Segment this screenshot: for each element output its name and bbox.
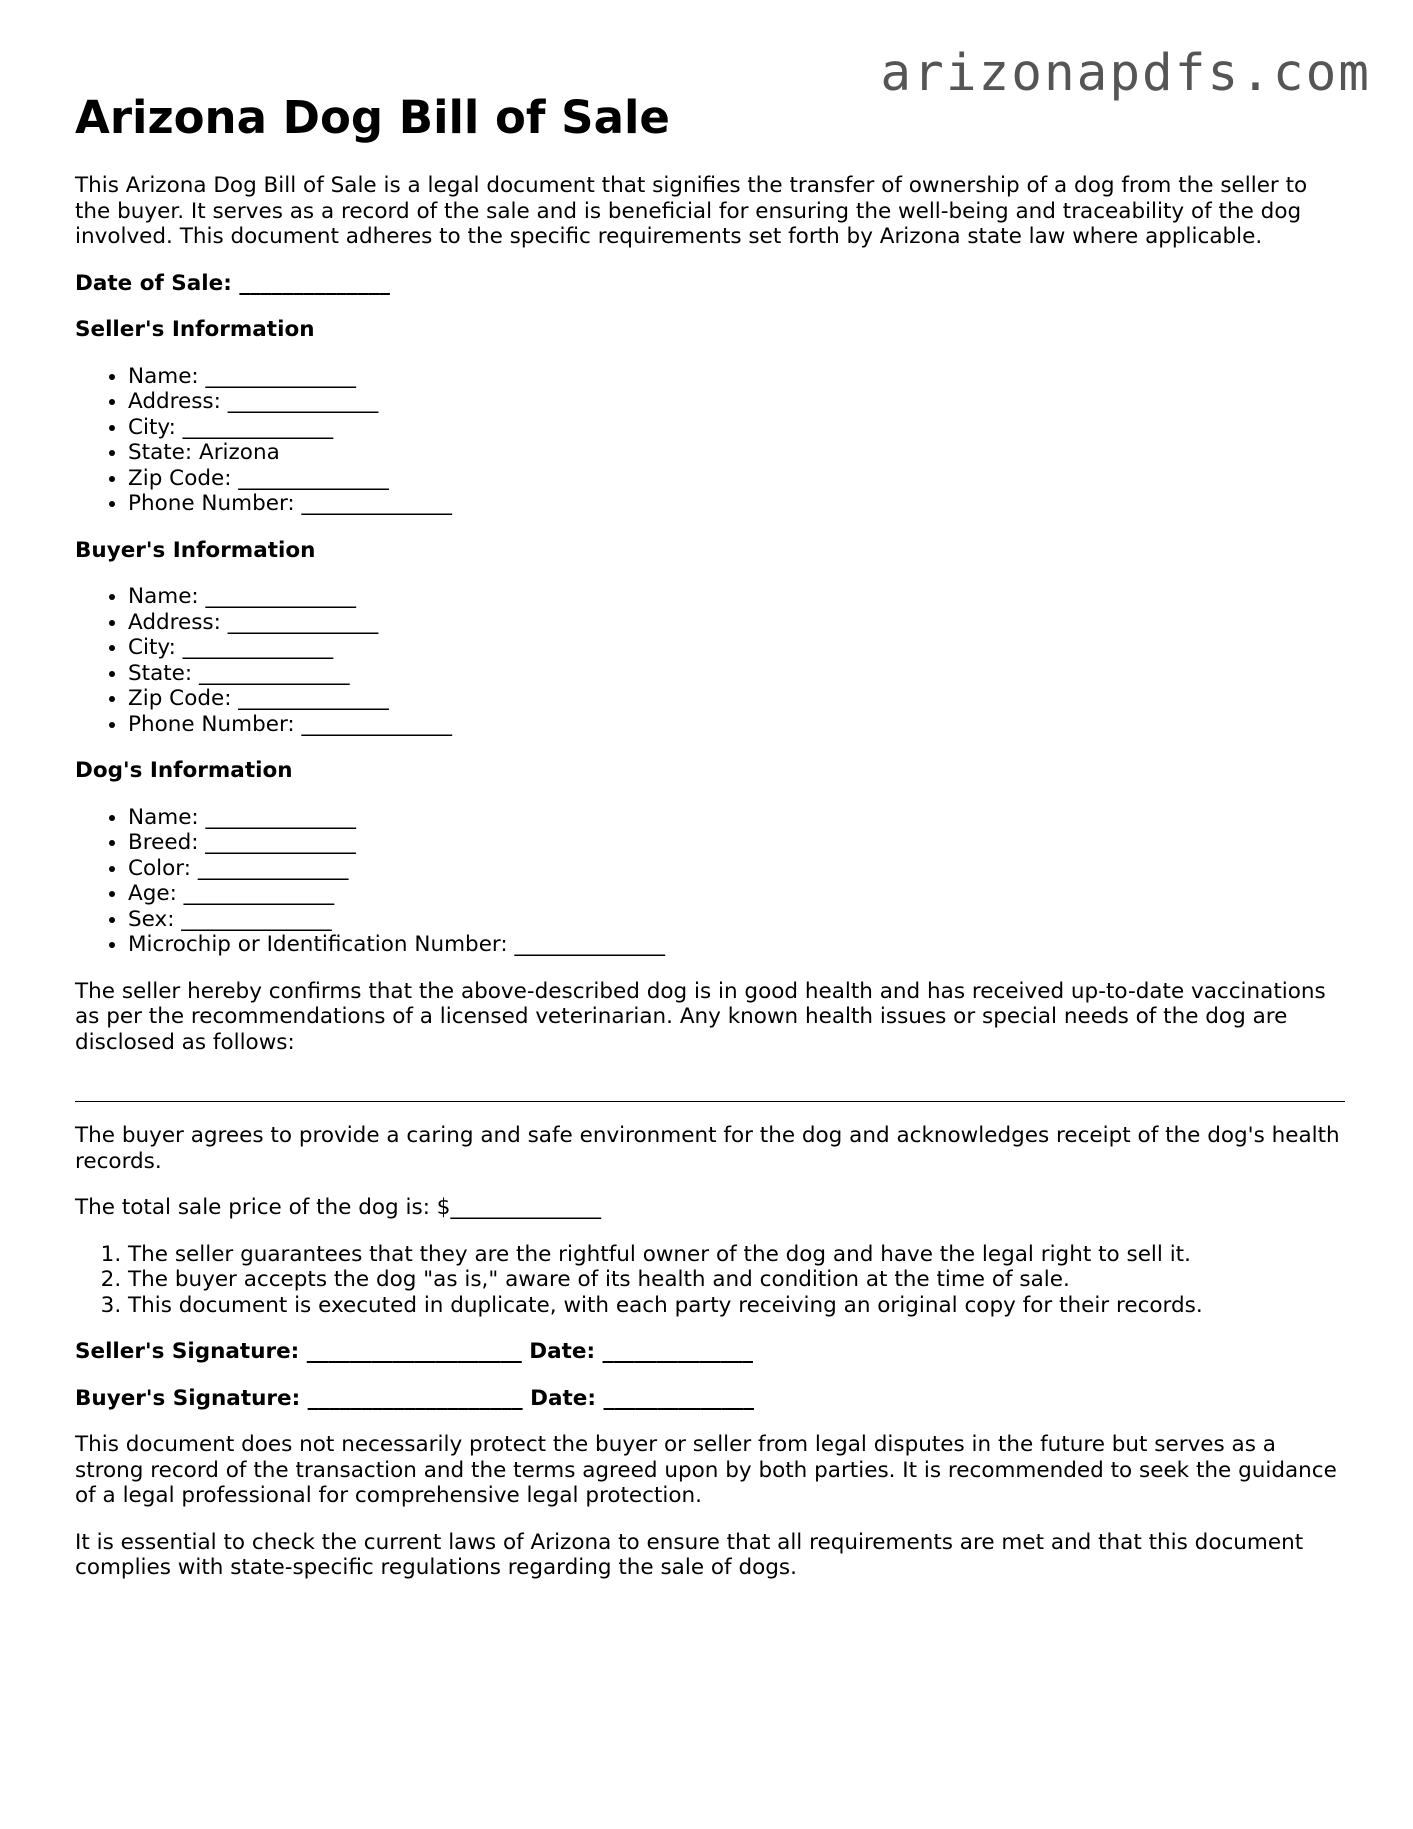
health-statement: The seller hereby confirms that the above-described dog is in good health and has received up-to-date vaccinations as per the recommendations of a licensed veterinarian. Any known health issues or special needs of the dog are disclosed as follows: <box>75 978 1326 1055</box>
dog-name-field: • Name: ______________ <box>128 805 1345 831</box>
terms-list <box>75 1242 1345 1319</box>
buyer-address-field: • Address: ______________ <box>128 610 1345 636</box>
dog-breed-field: • Breed: ______________ <box>128 830 1345 856</box>
health-disclosure-line <box>75 1101 1345 1102</box>
seller-state-field: • State: Arizona <box>128 440 1345 466</box>
term-item: 2. The buyer accepts the dog "as is," aware of its health and condition at the time of sale. <box>128 1267 1345 1293</box>
dog-sex-field: • Sex: ______________ <box>128 907 1345 933</box>
seller-zip-field: • Zip Code: ______________ <box>128 466 1345 492</box>
term-item: 3. This document is executed in duplicate, with each party receiving an original copy for their records. <box>128 1293 1345 1319</box>
dog-info-list <box>75 805 1345 958</box>
buyer-phone-field: • Phone Number: ______________ <box>128 712 1345 738</box>
dog-color-field: • Color: ______________ <box>128 856 1345 882</box>
buyer-state-field: • State: ______________ <box>128 661 1345 687</box>
seller-address-field: • Address: ______________ <box>128 389 1345 415</box>
seller-section-heading: Seller's Information <box>75 317 315 342</box>
term-item: 1. The seller guarantees that they are the rightful owner of the dog and have the legal right to sell it. <box>128 1242 1345 1268</box>
seller-info-list <box>75 364 1345 517</box>
buyer-agreement: The buyer agrees to provide a caring and safe environment for the dog and acknowledges receipt of the dog's health records. <box>75 1123 1340 1174</box>
closing-note: It is essential to check the current laws of Arizona to ensure that all requirements are met and that this document complies with state-specific regulations regarding the sale of dogs. <box>75 1529 1304 1580</box>
watermark: arizonapdfs.com <box>880 44 1371 103</box>
seller-city-field: • City: ______________ <box>128 415 1345 441</box>
buyer-zip-field: • Zip Code: ______________ <box>128 686 1345 712</box>
intro-paragraph: This Arizona Dog Bill of Sale is a legal document that signifies the transfer of ownership of a dog from the seller to the buyer. It serves as a record of the sale and is beneficial for ensuring the well-being and traceability of the dog involved. This document adheres to the specific requirements set forth by Arizona state law where applicable. <box>75 173 1308 249</box>
date-of-sale-field: Date of Sale: ______________ <box>75 270 390 296</box>
sale-price-field: The total sale price of the dog is: $______________ <box>75 1195 601 1220</box>
buyer-info-list <box>75 584 1345 737</box>
dog-age-field: • Age: ______________ <box>128 881 1345 907</box>
dog-microchip-field: • Microchip or Identification Number: ______________ <box>128 932 1345 958</box>
document-title: Arizona Dog Bill of Sale <box>75 91 670 144</box>
seller-phone-field: • Phone Number: ______________ <box>128 491 1345 517</box>
buyer-city-field: • City: ______________ <box>128 635 1345 661</box>
buyer-name-field: • Name: ______________ <box>128 584 1345 610</box>
seller-name-field: • Name: ______________ <box>128 364 1345 390</box>
dog-section-heading: Dog's Information <box>75 758 293 783</box>
document-body <box>75 92 1345 1602</box>
buyer-signature-line: Buyer's Signature: ____________________ Date: ______________ <box>75 1385 754 1411</box>
disclaimer-paragraph: This document does not necessarily protect the buyer or seller from legal disputes in the future but serves as a strong record of the transaction and the terms agreed upon by both parties. It is recommended to seek the guidance of a legal professional for comprehensive legal protection. <box>75 1432 1337 1508</box>
buyer-section-heading: Buyer's Information <box>75 537 316 563</box>
seller-signature-line: Seller's Signature: ____________________ Date: ______________ <box>75 1339 754 1364</box>
